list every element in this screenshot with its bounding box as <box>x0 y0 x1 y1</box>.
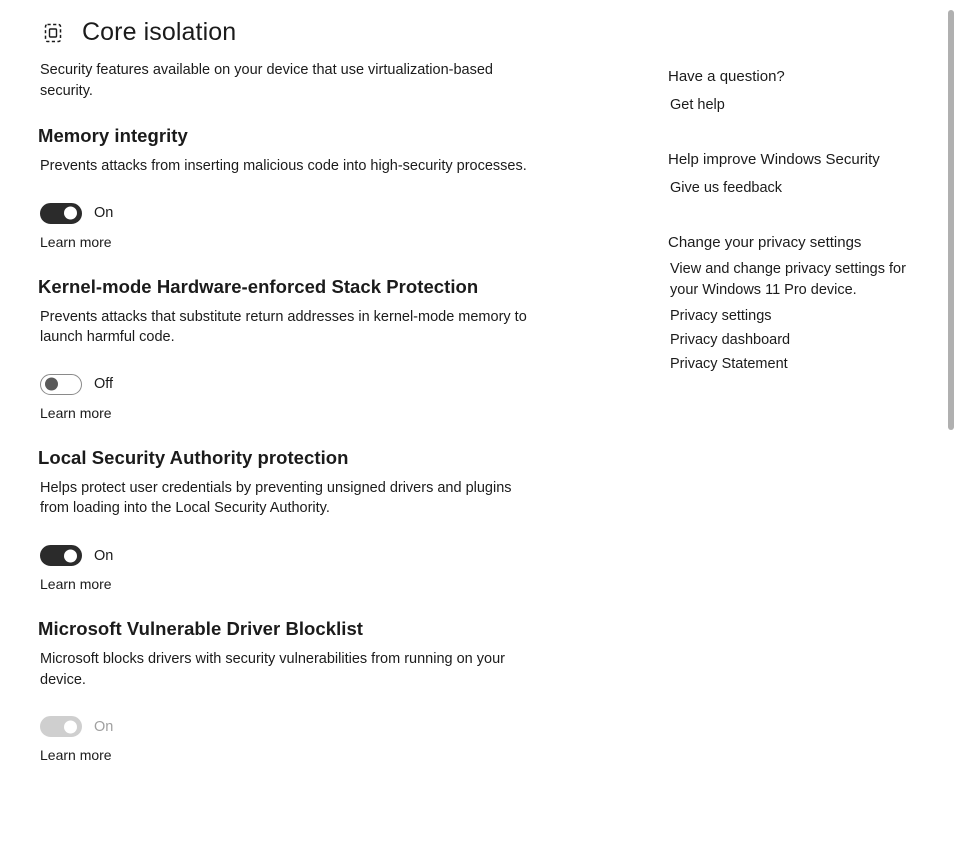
section-title: Memory integrity <box>38 125 188 147</box>
toggle-row <box>40 716 598 737</box>
main-column <box>38 60 598 765</box>
learn-more-link[interactable]: Learn more <box>40 747 112 764</box>
toggle-knob <box>64 549 77 562</box>
section-vulnerable-driver-blocklist <box>38 618 598 765</box>
toggle-row <box>40 545 598 566</box>
local-security-authority-toggle[interactable] <box>40 545 82 566</box>
rail-description: View and change privacy settings for your Windows 11 Pro device. <box>670 261 906 298</box>
right-rail <box>668 60 958 410</box>
section-local-security-authority-protection <box>38 447 598 594</box>
rail-group-help-improve <box>668 151 958 200</box>
toggle-state-label: On <box>94 205 114 222</box>
learn-more-link[interactable]: Learn more <box>40 233 112 250</box>
content-area <box>0 48 958 765</box>
get-help-link[interactable]: Get help <box>670 97 725 113</box>
learn-more-link[interactable]: Learn more <box>40 576 112 593</box>
learn-more-link[interactable]: Learn more <box>40 404 112 421</box>
vertical-scrollbar[interactable] <box>944 0 958 846</box>
give-us-feedback-link[interactable]: Give us feedback <box>670 180 783 196</box>
vulnerable-driver-blocklist-toggle[interactable] <box>40 716 82 737</box>
toggle-knob <box>64 207 77 220</box>
rail-heading: Help improve Windows Security <box>668 151 880 168</box>
toggle-knob <box>64 720 77 733</box>
section-description: Prevents attacks that substitute return addresses in kernel-mode memory to launch harmful code. <box>40 308 527 346</box>
toggle-row <box>40 374 598 395</box>
toggle-row <box>40 203 598 224</box>
section-title: Kernel-mode Hardware-enforced Stack Protection <box>38 275 479 297</box>
section-title: Local Security Authority protection <box>38 446 349 468</box>
privacy-settings-link[interactable]: Privacy settings <box>670 308 772 325</box>
toggle-state-label: On <box>94 547 114 564</box>
section-memory-integrity <box>38 125 598 252</box>
toggle-state-label: On <box>94 718 114 735</box>
section-kernel-mode-stack-protection <box>38 276 598 423</box>
kernel-mode-stack-protection-toggle[interactable] <box>40 374 82 395</box>
rail-group-have-a-question <box>668 68 958 117</box>
toggle-knob <box>45 378 58 391</box>
privacy-statement-link[interactable]: Privacy Statement <box>670 356 788 373</box>
section-description: Microsoft blocks drivers with security vulnerabilities from running on your device. <box>40 651 505 688</box>
page-title: Core isolation <box>82 18 237 47</box>
page-description: Security features available on your device that use virtualization-based security. <box>40 62 493 99</box>
rail-heading: Have a question? <box>668 68 785 85</box>
core-isolation-chip-icon <box>38 18 68 48</box>
privacy-dashboard-link[interactable]: Privacy dashboard <box>670 332 791 349</box>
toggle-state-label: Off <box>94 376 114 393</box>
memory-integrity-toggle[interactable] <box>40 203 82 224</box>
section-title: Microsoft Vulnerable Driver Blocklist <box>38 618 364 640</box>
rail-heading: Change your privacy settings <box>668 234 862 251</box>
scrollbar-thumb[interactable] <box>948 10 954 430</box>
section-description: Helps protect user credentials by preventing unsigned drivers and plugins from loading into the Local Security Authority. <box>40 479 512 517</box>
section-description: Prevents attacks from inserting malicious code into high-security processes. <box>40 158 527 175</box>
page-header <box>0 0 958 48</box>
rail-group-privacy <box>668 234 958 376</box>
